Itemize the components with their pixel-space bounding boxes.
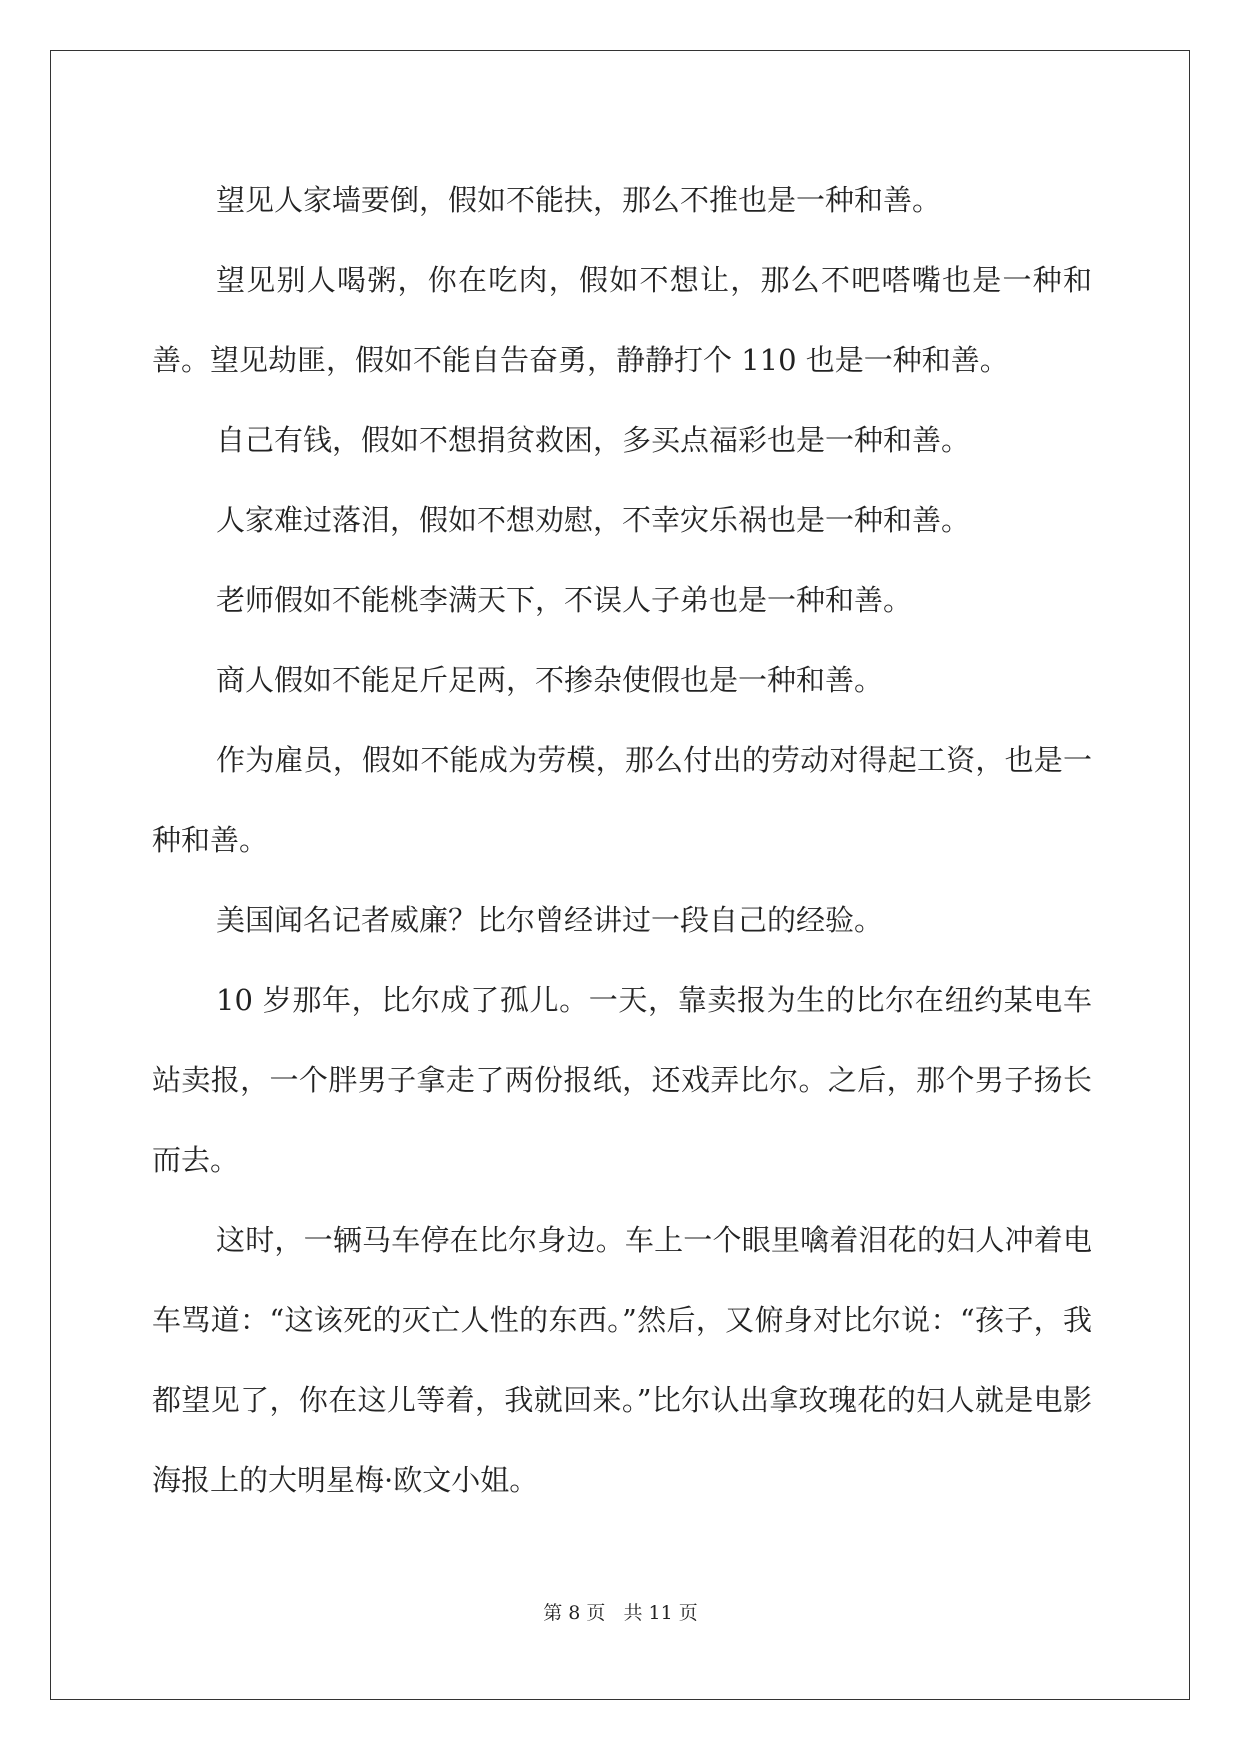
page-number: 第 8 页 bbox=[543, 1602, 606, 1624]
paragraph: 作为雇员，假如不能成为劳模，那么付出的劳动对得起工资，也是一种和善。 bbox=[152, 743, 1092, 857]
page-total: 共 11 页 bbox=[623, 1602, 698, 1624]
paragraph: 美国闻名记者威廉？比尔曾经讲过一段自己的经验。 bbox=[216, 903, 884, 937]
page-footer bbox=[0, 1598, 1241, 1625]
paragraph: 人家难过落泪，假如不想劝慰，不幸灾乐祸也是一种和善。 bbox=[216, 503, 971, 537]
paragraph: 老师假如不能桃李满天下，不误人子弟也是一种和善。 bbox=[216, 583, 913, 617]
paragraph: 10 岁那年，比尔成了孤儿。一天，靠卖报为生的比尔在纽约某电车站卖报，一个胖男子拿走了两份报纸，还戏弄比尔。之后，那个男子扬长而去。 bbox=[152, 983, 1092, 1177]
paragraph: 望见人家墙要倒，假如不能扶，那么不推也是一种和善。 bbox=[216, 183, 942, 217]
paragraph: 望见别人喝粥，你在吃肉，假如不想让，那么不吧嗒嘴也是一种和善。望见劫匪，假如不能自告奋勇，静静打个 110 也是一种和善。 bbox=[152, 263, 1092, 377]
document-body bbox=[152, 160, 1092, 1520]
paragraph: 商人假如不能足斤足两，不掺杂使假也是一种和善。 bbox=[216, 663, 884, 697]
paragraph: 自己有钱，假如不想捐贫救困，多买点福彩也是一种和善。 bbox=[216, 423, 971, 457]
paragraph: 这时，一辆马车停在比尔身边。车上一个眼里噙着泪花的妇人冲着电车骂道：“这该死的灭亡人性的东西。”然后，又俯身对比尔说：“孩子，我都望见了，你在这儿等着，我就回来。”比尔认出拿玫瑰花的妇人就是电影海报上的大明星梅·欧文小姐。 bbox=[152, 1223, 1092, 1497]
